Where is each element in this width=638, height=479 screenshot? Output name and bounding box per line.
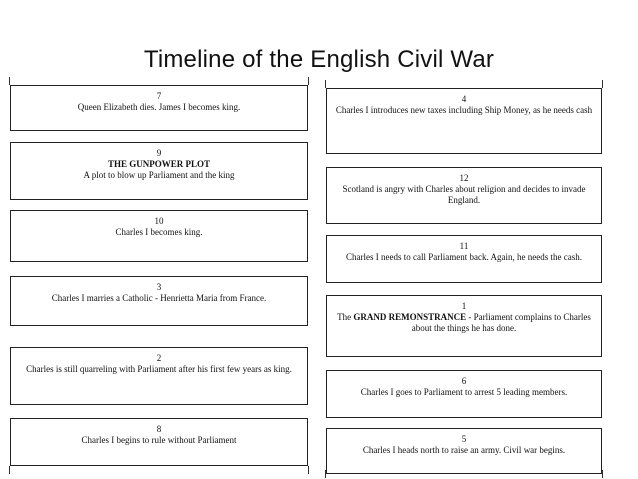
corner-tick <box>325 80 326 88</box>
timeline-card-9 <box>10 142 308 200</box>
timeline-card-5 <box>326 428 602 474</box>
timeline-card-10 <box>10 210 308 262</box>
card-text: Charles I introduces new taxes including Ship Money, as he needs cash <box>335 105 593 115</box>
corner-tick <box>9 77 10 85</box>
card-number: 1 <box>461 301 467 311</box>
corner-tick <box>325 470 326 478</box>
card-text: Charles is still quarreling with Parliament after his first few years as king. <box>26 364 292 374</box>
card-number: 5 <box>461 434 467 444</box>
timeline-card-2 <box>10 347 308 405</box>
timeline-card-12 <box>326 167 602 224</box>
card-number: 11 <box>459 241 469 251</box>
corner-tick <box>308 466 309 474</box>
corner-tick <box>602 80 603 88</box>
card-text: Charles I marries a Catholic - Henrietta Maria from France. <box>51 293 267 303</box>
timeline-card-4 <box>326 88 602 154</box>
timeline-card-11 <box>326 235 602 283</box>
card-text: Charles I needs to call Parliament back. Again, he needs the cash. <box>346 252 582 262</box>
card-text: Queen Elizabeth dies. James I becomes king. <box>77 102 241 112</box>
card-text: Charles I heads north to raise an army. Civil war begins. <box>362 445 566 455</box>
card-number: 7 <box>156 91 162 101</box>
timeline-card-6 <box>326 370 602 418</box>
card-number: 3 <box>156 282 162 292</box>
timeline-card-8 <box>10 418 308 466</box>
timeline-card-1 <box>326 295 602 357</box>
card-text: Charles I becomes king. <box>115 227 203 237</box>
timeline-card-7 <box>10 85 308 131</box>
card-text: Charles I begins to rule without Parliament <box>81 435 237 445</box>
corner-tick <box>308 77 309 85</box>
timeline-card-3 <box>10 276 308 326</box>
card-number: 6 <box>461 376 467 386</box>
card-number: 9 <box>156 148 162 158</box>
card-text: Scotland is angry with Charles about religion and decides to invade England. <box>342 184 586 205</box>
page-title: Timeline of the English Civil War <box>143 46 495 73</box>
card-number: 10 <box>154 216 164 226</box>
card-heading: THE GUNPOWER PLOT <box>107 159 210 169</box>
card-text: A plot to blow up Parliament and the king <box>83 170 235 180</box>
corner-tick <box>9 466 10 474</box>
card-number: 8 <box>156 424 162 434</box>
card-number: 12 <box>459 173 469 183</box>
card-text: Charles I goes to Parliament to arrest 5 leading members. <box>360 387 568 397</box>
card-text-bold: GRAND REMONSTRANCE <box>353 312 467 322</box>
corner-tick <box>602 470 603 478</box>
card-number: 2 <box>156 353 162 363</box>
card-number: 4 <box>461 94 467 104</box>
card-text-before: The <box>337 312 354 322</box>
card-text-after: - Parliament complains to Charles about the things he has done. <box>411 312 591 333</box>
card-text <box>331 312 597 334</box>
